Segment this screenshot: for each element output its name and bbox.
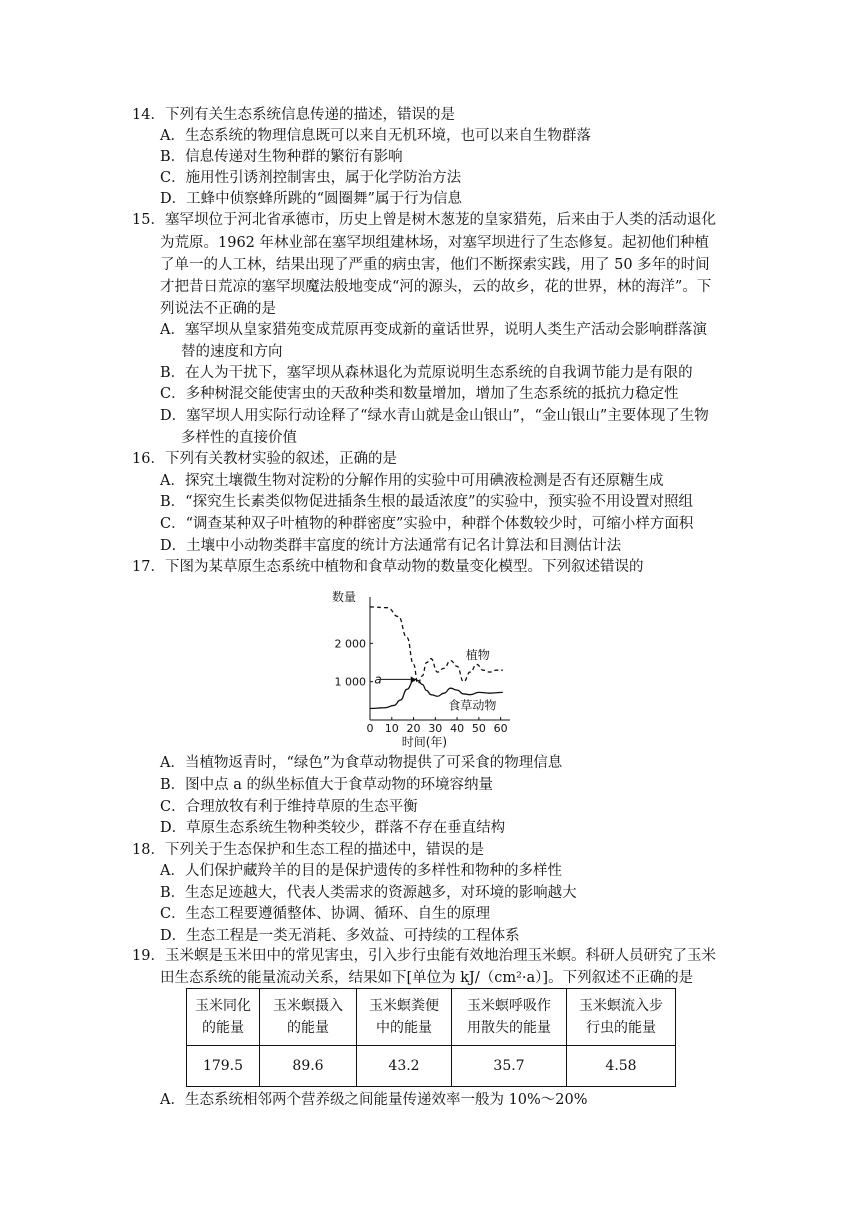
x-tick-label: 50 [471, 722, 486, 735]
question-15-stem-line-2: 为荒原。1962 年林业部在塞罕坝组建林场，对塞罕坝进行了生态修复。起初他们种植 [160, 235, 710, 251]
header-text: 的能量 [287, 1020, 329, 1036]
table-cell: 43.2 [357, 1046, 452, 1087]
question-14-stem: 14．下列有关生态系统信息传递的描述，错误的是 [132, 107, 455, 123]
header-text: 用散失的能量 [467, 1020, 551, 1036]
question-19-stem-line-1: 19．玉米螟是玉米田中的常见害虫，引入步行虫能有效地治理玉米螟。科研人员研究了玉米 [132, 948, 716, 964]
header-text: 中的能量 [376, 1020, 432, 1036]
y-tick-label: 2 000 [334, 637, 366, 651]
x-tick-label: 20 [406, 722, 421, 735]
question-17-option-b: B．图中点 a 的纵坐标值大于食草动物的环境容纳量 [160, 777, 494, 793]
question-15-option-c: C．多种树混交能使害虫的天敌种类和数量增加，增加了生态系统的抵抗力稳定性 [160, 386, 679, 402]
question-15-stem-line-4: 才把昔日荒凉的塞罕坝魔法般地变成“河的源头，云的故乡，花的世界，林的海洋”。下 [160, 279, 712, 295]
x-tick-label: 40 [450, 722, 465, 735]
y-tick-label: 1 000 [334, 675, 366, 689]
header-text: 的能量 [202, 1020, 244, 1036]
question-17-option-d: D．草原生态系统生物种类较少，群落不存在垂直结构 [160, 820, 506, 836]
question-19-option-a: A．生态系统相邻两个营养级之间能量传递效率一般为 10%～20% [160, 1092, 588, 1108]
x-axis-label: 时间(年) [401, 735, 448, 749]
energy-table [186, 988, 676, 1087]
plant-series-line [370, 607, 503, 687]
x-tick-label: 60 [493, 722, 508, 735]
question-14-option-a: A．生态系统的物理信息既可以来自无机环境，也可以来自生物群落 [160, 128, 591, 144]
header-text: 玉米螟粪便 [369, 998, 439, 1014]
table-header-row [187, 989, 676, 1046]
plant-series-label: 植物 [465, 647, 490, 662]
header-text: 玉米螟摄入 [273, 998, 343, 1014]
question-15-stem-line-3: 了单一的人工林，结果出现了严重的病虫害，他们不断探索实践，用了 50 多年的时间 [160, 257, 710, 273]
table-header-cell [187, 989, 260, 1046]
table-row [187, 1046, 676, 1087]
point-a-label: a [374, 672, 382, 687]
question-16-option-a: A．探究土壤微生物对淀粉的分解作用的实验中可用碘液检测是否有还原糖生成 [160, 473, 664, 489]
header-text: 玉米同化 [195, 998, 251, 1014]
table-cell: 179.5 [187, 1046, 260, 1087]
header-text: 玉米螟呼吸作 [467, 998, 551, 1014]
question-15-option-d: D．塞罕坝人用实际行动诠释了“绿水青山就是金山银山”，“金山银山”主要体现了生物 [160, 408, 709, 424]
table-header-cell [452, 989, 567, 1046]
question-18-option-a: A．人们保护藏羚羊的目的是保护遗传的多样性和物种的多样性 [160, 863, 562, 879]
x-tick-label: 30 [428, 722, 443, 735]
question-18-option-d: D．生态工程是一类无消耗、多效益、可持续的工程体系 [160, 928, 520, 944]
question-16-option-d: D．土壤中小动物类群丰富度的统计方法通常有记名计算法和目测估计法 [160, 538, 622, 554]
x-tick-label: 10 [384, 722, 399, 735]
table-header-cell [567, 989, 676, 1046]
question-17-option-c: C．合理放牧有利于维持草原的生态平衡 [160, 799, 418, 815]
x-tick-label: 0 [366, 722, 374, 735]
question-14-option-b: B．信息传递对生物种群的繁衍有影响 [160, 149, 403, 165]
question-15-stem-line-1: 15．塞罕坝位于河北省承德市，历史上曾是树木葱茏的皇家猎苑，后来由于人类的活动退化 [132, 212, 716, 228]
header-text: 行虫的能量 [586, 1020, 656, 1036]
question-16-option-c: C．“调查某种双子叶植物的种群密度”实验中，种群个体数较少时，可缩小样方面积 [160, 516, 694, 532]
question-17-stem: 17．下图为某草原生态系统中植物和食草动物的数量变化模型。下列叙述错误的 [132, 559, 644, 575]
question-15-option-d-cont: 多样性的直接价值 [181, 430, 297, 446]
chart-labels [332, 589, 508, 749]
y-axis-label: 数量 [332, 590, 357, 604]
header-text: 玉米螟流入步 [579, 998, 663, 1014]
question-15-option-b: B．在人为干扰下，塞罕坝从森林退化为荒原说明生态系统的自我调节能力是有限的 [160, 365, 693, 381]
question-18-option-c: C．生态工程要遵循整体、协调、循环、自生的原理 [160, 906, 491, 922]
question-15-stem-line-5: 列说法不正确的是 [160, 301, 276, 317]
herbivore-series-label: 食草动物 [448, 698, 497, 713]
question-16-option-b: B．“探究生长素类似物促进插条生根的最适浓度”的实验中，预实验不用设置对照组 [160, 494, 693, 510]
table-cell: 35.7 [452, 1046, 567, 1087]
question-19-stem-line-2: 田生态系统的能量流动关系，结果如下[单位为 kJ/（cm²·a）]。下列叙述不正确的是 [160, 970, 694, 986]
question-17-option-a: A．当植物返青时，“绿色”为食草动物提供了可采食的物理信息 [160, 755, 563, 771]
table-header-cell [357, 989, 452, 1046]
population-chart [330, 585, 550, 750]
question-18-option-b: B．生态足迹越大，代表人类需求的资源越多，对环境的影响越大 [160, 885, 577, 901]
table-cell: 4.58 [567, 1046, 676, 1087]
question-16-stem: 16．下列有关教材实验的叙述，正确的是 [132, 451, 397, 467]
question-18-stem: 18．下列关于生态保护和生态工程的描述中，错误的是 [132, 842, 484, 858]
table-header-cell [260, 989, 357, 1046]
question-15-option-a-cont: 替的速度和方向 [181, 344, 283, 360]
question-14-option-d: D．工蜂中侦察蜂所跳的“圆圈舞”属于行为信息 [160, 191, 462, 207]
question-14-option-c: C．施用性引诱剂控制害虫，属于化学防治方法 [160, 170, 462, 186]
table-cell: 89.6 [260, 1046, 357, 1087]
question-15-option-a: A．塞罕坝从皇家猎苑变成荒原再变成新的童话世界，说明人类生产活动会影响群落演 [160, 322, 707, 338]
